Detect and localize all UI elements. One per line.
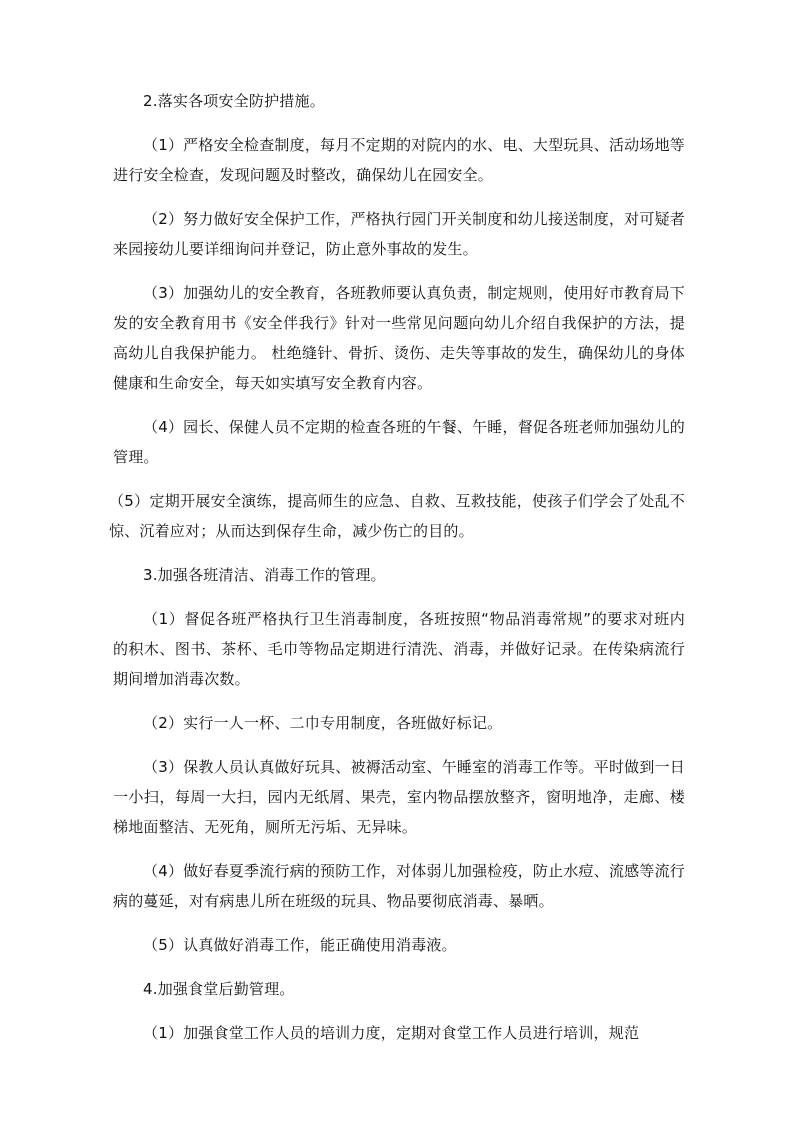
section-heading-4: 4.加强食堂后勤管理。 xyxy=(143,980,295,998)
paragraph: （2）努力做好安全保护工作，严格执行园门开关制度和幼儿接送制度，对可疑者来园接幼儿要详细询问并登记，防止意外事故的发生。 xyxy=(113,210,685,258)
paragraph: （4）做好春夏季流行病的预防工作，对体弱儿加强检疫，防止水痘、流感等流行病的蔓延，对有病患儿所在班级的玩具、物品要彻底消毒、暴晒。 xyxy=(113,862,685,910)
paragraph: （4）园长、保健人员不定期的检查各班的午餐、午睡，督促各班老师加强幼儿的管理。 xyxy=(113,418,685,466)
section-heading-3: 3.加强各班清洁、消毒工作的管理。 xyxy=(143,566,386,584)
paragraph: （5）定期开展安全演练，提高师生的应急、自救、互救技能，使孩子们学会了处乱不惊、沉着应对；从而达到保存生命，减少伤亡的目的。 xyxy=(109,492,685,540)
paragraph: （3）保教人员认真做好玩具、被褥活动室、午睡室的消毒工作等。平时做到一日一小扫，每周一大扫，园内无纸屑、果壳，室内物品摆放整齐，窗明地净，走廊、楼梯地面整洁、无死角，厕所无污垢、无异味。 xyxy=(113,758,685,836)
paragraph: （2）实行一人一杯、二巾专用制度，各班做好标记。 xyxy=(143,714,503,732)
paragraph: （1）严格安全检查制度，每月不定期的对院内的水、电、大型玩具、活动场地等进行安全检查，发现问题及时整改，确保幼儿在园安全。 xyxy=(113,136,685,184)
document-body xyxy=(109,86,685,1062)
section-heading-2: 2.落实各项安全防护措施。 xyxy=(143,92,325,110)
paragraph: （3）加强幼儿的安全教育，各班教师要认真负责，制定规则，使用好市教育局下发的安全教育用书《安全伴我行》针对一些常见问题向幼儿介绍自我保护的方法，提高幼儿自我保护能力。 杜绝缝针、骨折、烫伤、走失等事故的发生，确保幼儿的身体健康和生命安全，每天如实填写安全教育内容。 xyxy=(113,284,685,392)
paragraph: （1）督促各班严格执行卫生消毒制度，各班按照“物品消毒常规”的要求对班内的积木、图书、茶杯、毛巾等物品定期进行清洗、消毒，并做好记录。在传染病流行期间增加消毒次数。 xyxy=(113,610,685,688)
paragraph: （5）认真做好消毒工作，能正确使用消毒液。 xyxy=(143,936,457,954)
paragraph: （1）加强食堂工作人员的培训力度，定期对食堂工作人员进行培训，规范 xyxy=(143,1024,640,1042)
